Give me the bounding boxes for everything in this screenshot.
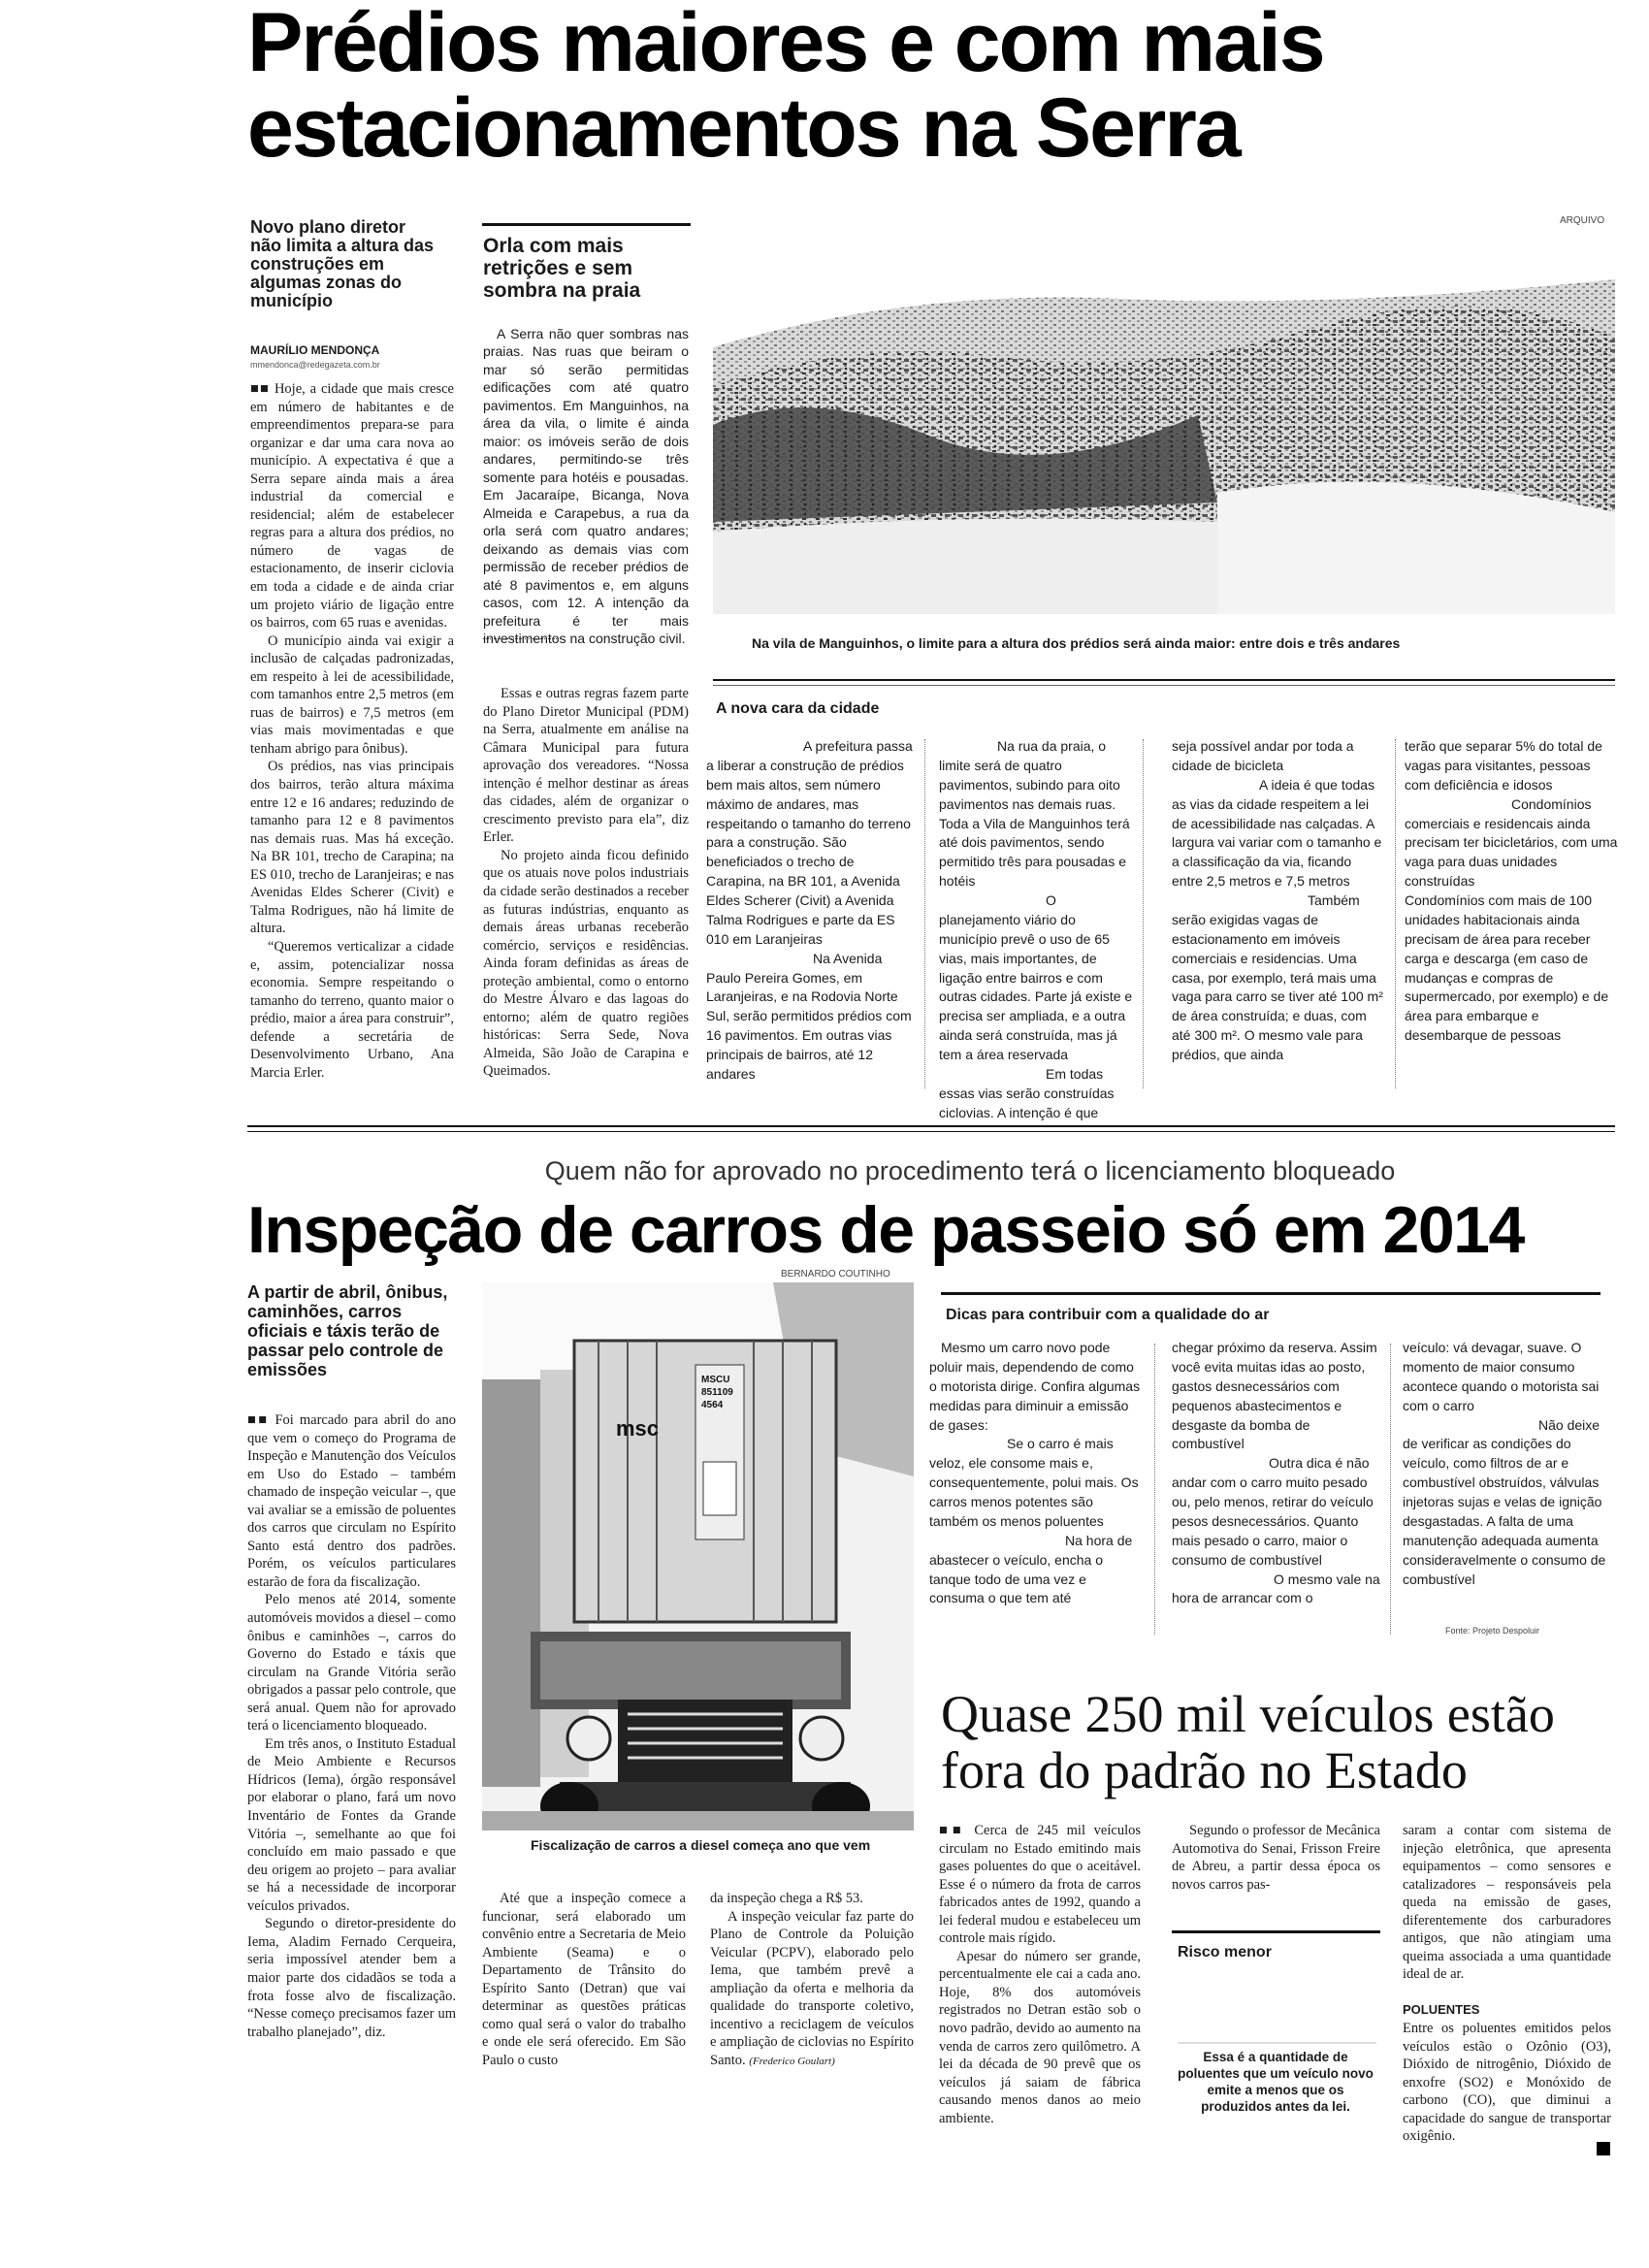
article1-body-col1 — [250, 380, 454, 1082]
paragraph: O município ainda vai exigir a inclusão de calçadas padronizadas, em respeito à lei de acessibilidade, com tamanhos entre 2,5 metros (em ruas de bairros) e 7,5 metros (em vias mais movimentadas e que tenham abrigo para ônibus). — [250, 632, 454, 757]
infobox-item: Condomínios comerciais e residencais ainda precisam ter bicicletários, com uma vaga para duas unidades construídas — [1405, 795, 1618, 890]
paragraph: ■■ Foi marcado para abril do ano que vem o começo do Programa de Inspeção e Manutenção dos Veículos em Uso do Estado – também chamado de inspeção veicular –, que vai avaliar se a emissão de poluentes dos carros que circulam no Espírito Santo está dentro dos padrões. Porém, os veículos particulares estarão de fora da fiscalização. — [247, 1412, 456, 1590]
infobox-column — [706, 737, 915, 1085]
article1-deck: Novo plano diretor não limita a altura das construções em algumas zonas do município — [250, 217, 435, 310]
infobox-item: Na Avenida Paulo Pereira Gomes, em Laranjeiras, e na Rodovia Norte Sul, serão permitidos prédios com 16 pavimentos. Em outras vias principais de bairros, até 12 andares — [706, 950, 912, 1082]
signature: (Frederico Goulart) — [749, 2055, 835, 2067]
infobox-item: A ideia é que todas as vias da cidade respeitem a lei de acessibilidade nas calçadas. A largura vai variar com o tamanho e a classificação da via, ficando entre 2,5 metros e 7,5 metros — [1172, 776, 1382, 890]
article3-body-col2 — [1172, 1822, 1380, 1894]
paragraph: A inspeção veicular faz parte do Plano de Controle da Poluição Veicular (PCPV), elaborado pelo Iema, que também prevê a ampliação da oferta e melhoria da qualidade do transporte coletivo, incentivo a reciclagem de veículos e ampliação de ciclovias no Espírito Santo. (Frederico Goulart) — [710, 1908, 914, 2068]
article2-headline: Inspeção de carros de passeio só em 2014 — [247, 1193, 1524, 1267]
article2-body-col3 — [710, 1890, 914, 2069]
tip-item: Na hora de abastecer o veículo, encha o tanque todo de uma vez e consuma o que tem até — [929, 1532, 1133, 1606]
paragraph: ■■ Cerca de 245 mil veículos circulam no Estado emitindo mais gases poluentes do que o aceitável. Esse é o número da frota de carros fabricados antes de 1992, quando a lei federal mudou e estabeleceu um controle mais rígido. — [939, 1823, 1141, 1947]
sidebar-text: A Serra não quer sombras nas praias. Nas ruas que beiram o mar só serão permitidas edificações com até quatro pavimentos. Em Manguinhos, na área da vila, o limite é ainda maior: os imóveis serão de dois andares, permitindo-se três somente para hotéis e pousadas. Em Jacaraípe, Bicanga, Nova Almeida e Carapebus, a rua da orla será com quatro andares; deixando as demais vias com permissão de receber prédios de até 8 pavimentos e, em alguns casos, com 12. A intenção da prefeitura é ter mais investimentos na construção civil. — [483, 326, 689, 646]
article3-body-col1 — [939, 1822, 1141, 2127]
paragraph: Em três anos, o Instituto Estadual de Meio Ambiente e Recursos Hídricos (Iema), órgão responsável por elaborar o plano, fará um novo Inventário de Fontes da Grande Vitória –, semelhante ao que foi concluído em maio passado e que deu origem ao projeto – para avaliar se há a necessidade de incorporar veículos privados. — [247, 1735, 456, 1914]
photo-credit: ARQUIVO — [1560, 215, 1605, 226]
tip-item: chegar próximo da reserva. Assim você evita muitas idas ao posto, gastos desnecessários com pequenos abastecimentos e desgaste da bomba de combustível — [1172, 1340, 1377, 1452]
article2-deck: A partir de abril, ônibus, caminhões, carros oficiais e táxis terão de passar pelo controle de emissões — [247, 1282, 448, 1379]
tip-item: Outra dica é não andar com o carro muito pesado ou, pelo menos, retirar do veículo pesos desnecessários. Quanto mais pesado o carro, maior o consumo de combustível — [1172, 1455, 1374, 1568]
article1-body-col2 — [483, 685, 689, 1081]
infobox-item: Também serão exigidas vagas de estacionamento em imóveis comerciais e residencias. Uma casa, por exemplo, terá mais uma vaga para carro se tiver até 100 m² de área construída; e duas, com até 300 m². O mesmo vale para prédios, que ainda — [1172, 892, 1383, 1062]
tip-item: Não deixe de verificar as condições do veículo, como filtros de ar e combustível obstruídos, válvulas injetoras sujas e velas de ignição desgastadas. A falta de uma manutenção adequada aumenta consideravelmente o consumo de combustível — [1403, 1416, 1606, 1587]
infobox-item: Em todas essas vias serão construídas ciclovias. A intenção é que — [939, 1065, 1115, 1120]
infobox-item: Na rua da praia, o limite será de quatro pavimentos, subindo para oito pavimentos nas demais ruas. Toda a Vila de Manguinhos terá até dois pavimentos, sendo permitido três para pousadas e hotéis — [939, 738, 1130, 890]
paragraph: “Queremos verticalizar a cidade e, assim, potencializar nossa economia. Sempre respeitando o tamanho do terreno, quanto maior o prédio, maior a área para construir”, defende a secretária de Desenvolvimento Urbano, Ana Marcia Erler. — [250, 938, 454, 1081]
tip-item: O mesmo vale na hora de arrancar com o — [1172, 1571, 1380, 1606]
tips-title: Dicas para contribuir com a qualidade do ar — [946, 1307, 1270, 1323]
paragraph: No projeto ainda ficou definido que os atuais nove polos industriais da cidade serão destinados a receber as futuras indústrias, enquanto as demais áreas urbanas receberão comércio, serviços e residências. Ainda foram definidas as áreas de proteção ambiental, como o entorno do Mestre Álvaro e das lagoas do entorno; além de quatro regiões históricas: Serra Sede, Nova Almeida, São João de Carapina e Queimados. — [483, 847, 689, 1080]
article2-body-col2 — [482, 1890, 686, 2069]
paragraph: Apesar do número ser grande, percentualmente ele cai a cada ano. Hoje, 8% dos automóveis registrados no Detran estão sob o novo padrão, devido ao aumento na venda de carros zero quilômetro. A lei da década de 90 prevê que os veículos já saiam de fábrica causando menos danos ao meio ambiente. — [939, 1948, 1141, 2126]
infobox-column — [1172, 737, 1385, 1065]
article3-headline: Quase 250 mil veículos estão fora do padrão no Estado — [941, 1685, 1555, 1799]
risk-box-text: Essa é a quantidade de poluentes que um veículo novo emite a menos que os produzidos antes da lei. — [1178, 2050, 1374, 2114]
paragraph: Os prédios, nas vias principais dos bairros, terão altura máxima entre 12 e 16 andares; reduzindo de tamanho para 12 e 8 pavimentos nas demais ruas. Mas há exceção. Na BR 101, trecho de Carapina; na ES 010, trecho de Laranjeiras; e nas Avenidas Eldes Scherer (Civit) e Talma Rodrigues, não há limite de altura. — [250, 759, 454, 937]
article2-kicker: Quem não for aprovado no procedimento terá o licenciamento bloqueado — [544, 1156, 1396, 1185]
article3-body-col3 — [1403, 1822, 1611, 1984]
truck-photo — [482, 1282, 914, 1831]
byline-email: mmendonca@redegazeta.com.br — [250, 360, 380, 370]
truck-logo: msc — [616, 1416, 660, 1441]
paragraph: Essas e outras regras fazem parte do Plano Diretor Municipal (PDM) na Serra, atualmente em análise na Câmara Municipal para futura aprovação dos vereadores. “Nossa intenção é melhor destinar as áreas das cidades, além de organizar o crescimento previsto para ela”, diz Erler. — [483, 686, 689, 846]
article2-body-col1 — [247, 1411, 456, 2041]
infobox-item: A prefeitura passa a liberar a construção de prédios bem mais altos, sem número máximo de andares, mas respeitando o tamanho do terreno para a construção. São beneficiados o trecho de Carapina, na BR 101, a Avenida Eldes Scherer (Civit) a Avenida Talma Rodrigues e parte da ES 010 em Laranjeiras — [706, 738, 913, 947]
tips-column — [929, 1339, 1145, 1608]
sidebar-title: Orla com mais retrições e sem sombra na praia — [483, 235, 641, 302]
paragraph: Pelo menos até 2014, somente automóveis movidos a diesel – como ônibus e caminhões –, carros do Governo do Estado e táxis que circulam na Grande Vitória serão obrigados a passar pelo controle, que será anual. Quem não for aprovado terá o licenciamento bloqueado. — [247, 1592, 457, 1734]
byline: MAURÍLIO MENDONÇA — [250, 343, 380, 357]
infobox-item: Condomínios com mais de 100 unidades habitacionais ainda precisam de área para receber carga e descarga (em caso de mudanças e compras de supermercado, por exemplo) e de área para embarque e desembarque de pessoas — [1405, 892, 1609, 1044]
infobox-item: seja possível andar por toda a cidade de bicicleta — [1172, 738, 1354, 773]
infobox-column — [1405, 737, 1618, 1046]
paragraph: da inspeção chega a R$ 53. — [710, 1891, 863, 1906]
infobox-title: A nova cara da cidade — [716, 700, 880, 717]
paragraph: saram a contar com sistema de injeção eletrônica, que apresenta equipamentos – como sensores e catalizadores – responsáveis pela queda na emissão de gases, diferentemente dos carburadores antigos, que não atingiam uma queima associada a uma quantidade ideal de ar. — [1403, 1823, 1611, 1983]
infobox-item: terão que separar 5% do total de vagas para visitantes, pessoas com deficiência e idosos — [1405, 738, 1602, 793]
risk-box-graphic — [1178, 1969, 1376, 2047]
tips-column — [1403, 1339, 1611, 1589]
tip-item: Se o carro é mais veloz, ele consome mais e, consequentemente, polui mais. Os carros menos potentes são também os menos poluentes — [929, 1436, 1139, 1529]
tips-source: Fonte: Projeto Despoluir — [1445, 1626, 1540, 1636]
infobox-item: O planejamento viário do município prevê o uso de 65 vias, mais importantes, de ligação entre bairros e com outras cidades. Parte já existe e precisa ser ampliada, e a outra ainda será construída, mas já tem a área reservada — [939, 892, 1133, 1062]
photo-caption: Na vila de Manguinhos, o limite para a altura dos prédios será ainda maior: entre dois e três andares — [752, 635, 1401, 651]
tip-item: veículo: vá devagar, suave. O momento de maior consumo acontece quando o motorista sai com o carro — [1403, 1340, 1600, 1413]
poluentes-title: POLUENTES — [1403, 2002, 1480, 2017]
truck-photo-credit: BERNARDO COUTINHO — [781, 1269, 890, 1280]
paragraph: Até que a inspeção comece a funcionar, será elaborado um convênio entre a Secretaria de Meio Ambiente (Seama) e o Departamento de Trânsito do Espírito Santo (Detran) que vai determinar as questões práticas como qual será o valor do trabalho e onde ele será oferecido. Em São Paulo o custo — [482, 1891, 686, 2068]
end-mark-icon — [1597, 2142, 1610, 2155]
truck-photo-caption: Fiscalização de carros a diesel começa ano que vem — [531, 1837, 871, 1853]
truck-plate: MSCU 851109 4564 — [701, 1375, 733, 1410]
city-photo — [713, 270, 1615, 614]
tips-column — [1172, 1339, 1380, 1608]
paragraph: Segundo o professor de Mecânica Automotiva do Senai, Frisson Freire de Abreu, a partir dessa época os novos carros pas- — [1172, 1823, 1380, 1893]
poluentes-text: Entre os poluentes emitidos pelos veículos estão o Ozônio (O3), Dióxido de nitrogênio, Dióxido de enxofre (SO2) e Monóxido de carbono (CO), que diminui a capacidade do sangue de transportar oxigênio. — [1403, 2021, 1611, 2145]
paragraph: Segundo o diretor-presidente do Iema, Aladim Fernado Cerqueira, seria impossível atender bem a maior parte dos cidadãos se toda a frota fosse alvo de fiscalização. “Nesse começo precisamos fazer um trabalho planejado”, diz. — [247, 1916, 456, 2040]
paragraph: ■■ Hoje, a cidade que mais cresce em número de habitantes e de empreendimentos prepara-se para organizar e dar uma cara nova ao município. A expectativa é que a Serra separe ainda mais a área industrial da comercial e residencial; além de estabelecer regras para a altura dos prédios, no número de vagas de estacionamento, de inserir ciclovia em toda a cidade e de ainda criar um projeto viário de ligação entre os bairros, com 65 ruas e avenidas. — [250, 381, 454, 632]
tip-item: Mesmo um carro novo pode poluir mais, dependendo de como o motorista dirige. Confira algumas medidas para diminuir a emissão de gases: — [929, 1340, 1141, 1433]
infobox-column — [939, 737, 1133, 1123]
article1-headline: Prédios maiores e com mais estacionamentos na Serra — [247, 0, 1324, 175]
risk-box-title: Risco menor — [1178, 1944, 1272, 1960]
